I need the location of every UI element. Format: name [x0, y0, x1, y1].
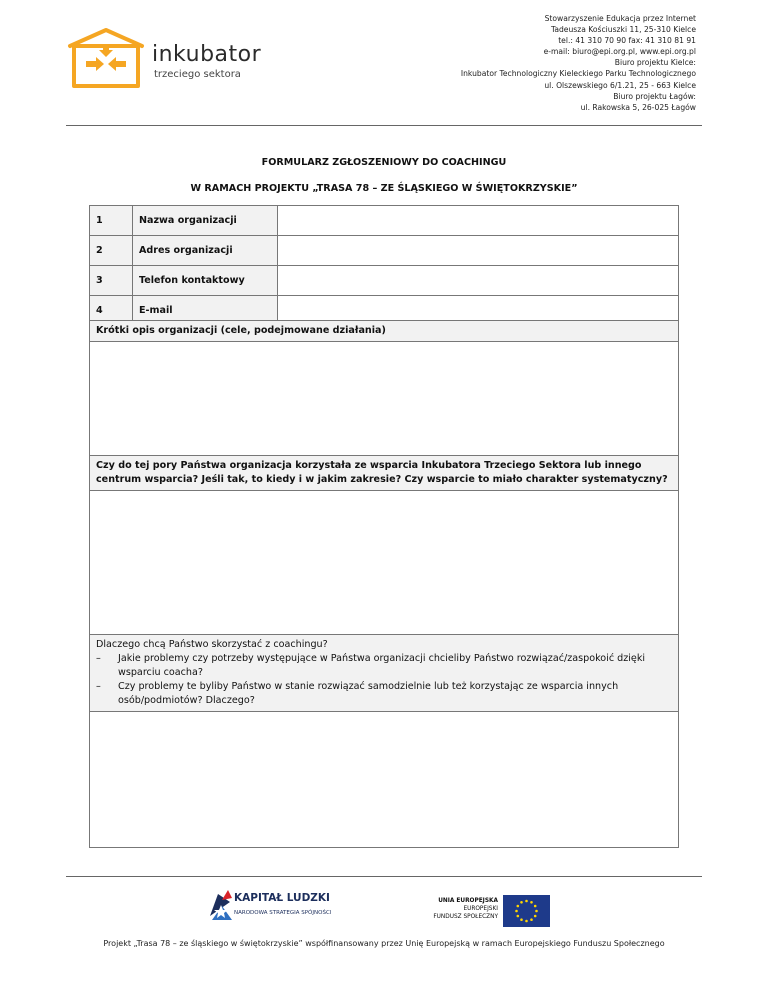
box-arrows-icon: [66, 22, 146, 90]
footer-divider: [66, 876, 702, 877]
contact-line: ul. Olszewskiego 6/1.21, 25 - 663 Kielce: [544, 80, 696, 90]
contact-email-line[interactable]: e-mail: biuro@epi.org.pl, www.epi.org.pl: [543, 47, 696, 57]
table-row: [90, 236, 679, 266]
row-label: Telefon kontaktowy: [132, 266, 277, 296]
row-number: 1: [90, 206, 133, 236]
eu-label: [410, 897, 498, 921]
organization-address-field[interactable]: [277, 236, 678, 266]
table-row: [90, 266, 679, 296]
question-list: [96, 652, 672, 708]
row-number: 2: [90, 236, 133, 266]
form-title: FORMULARZ ZGŁOSZENIOWY DO COACHINGU: [261, 157, 507, 168]
contact-line: Biuro projektu Łagów:: [613, 91, 696, 101]
kapital-ludzki-logo: [208, 886, 358, 928]
organization-name-field[interactable]: [277, 206, 678, 236]
contact-line: tel.: 41 310 70 90 fax: 41 310 81 91: [558, 36, 696, 46]
section-question: Dlaczego chcą Państwo skorzystać z coachingu?: [96, 639, 328, 650]
form-subtitle: W RAMACH PROJEKTU „TRASA 78 – ZE ŚLĄSKIEGO W ŚWIĘTOKRZYSKIE”: [190, 183, 578, 194]
contact-line: Tadeusza Kościuszki 11, 25-310 Kielce: [550, 25, 696, 35]
eu-line: UNIA EUROPEJSKA: [438, 898, 498, 904]
logo-title: inkubator: [152, 42, 262, 67]
row-label: Adres organizacji: [132, 236, 277, 266]
previous-support-field[interactable]: [90, 491, 678, 639]
footer-project-text: Projekt „Trasa 78 – ze śląskiego w świętokrzyskie” współfinansowany przez Unię Europejską w ramach Europejskiego Funduszu Społecznego: [103, 939, 665, 948]
section-question-block: [90, 635, 678, 712]
organization-description-section: [89, 320, 679, 456]
table-row: [90, 206, 679, 236]
inkubator-logo: [66, 22, 266, 92]
organization-table: [89, 205, 679, 326]
organization-description-field[interactable]: [90, 342, 678, 457]
contact-phone-field[interactable]: [277, 266, 678, 296]
previous-support-section: [89, 455, 679, 635]
row-number: 3: [90, 266, 133, 296]
header-divider: [66, 125, 702, 126]
coaching-reason-field[interactable]: [90, 712, 678, 838]
section-question: Czy do tej pory Państwa organizacja korzystała ze wsparcia Inkubatora Trzeciego Sektora lub innego centrum wsparcia? Jeśli tak, to kiedy i w jakim zakresie? Czy wsparcie to miało charakter systematyczny?: [90, 456, 678, 491]
contact-block: [461, 13, 696, 113]
list-item: – Jakie problemy czy potrzeby występujące w Państwa organizacji chcieliby Państwo rozwiązać/zaspokoić dzięki wsparciu coacha?: [96, 652, 672, 680]
contact-line: ul. Rakowska 5, 26-025 Łagów: [580, 102, 696, 112]
eu-line: FUNDUSZ SPOŁECZNY: [433, 914, 498, 920]
kapital-ludzki-icon: [208, 886, 234, 928]
contact-line: Biuro projektu Kielce:: [614, 58, 696, 68]
kapital-ludzki-title: KAPITAŁ LUDZKI: [234, 892, 330, 904]
contact-line: Stowarzyszenie Edukacja przez Internet: [544, 14, 696, 23]
row-label: Nazwa organizacji: [132, 206, 277, 236]
section-question: Krótki opis organizacji (cele, podejmowane działania): [90, 321, 678, 342]
row-number: 4: [90, 296, 133, 326]
row-label: E-mail: [132, 296, 277, 326]
contact-line: Inkubator Technologiczny Kieleckiego Parku Technologicznego: [460, 69, 696, 79]
logo-subtitle: trzeciego sektora: [154, 69, 241, 80]
eu-flag-icon: [503, 895, 550, 927]
coaching-reason-section: [89, 634, 679, 848]
eu-line: EUROPEJSKI: [463, 906, 498, 912]
kapital-ludzki-subtitle: NARODOWA STRATEGIA SPÓJNOŚCI: [234, 910, 332, 916]
list-item: – Czy problemy te byliby Państwo w stanie rozwiązać samodzielnie lub też korzystając ze wsparcia innych osób/podmiotów? Dlaczego?: [96, 680, 672, 708]
